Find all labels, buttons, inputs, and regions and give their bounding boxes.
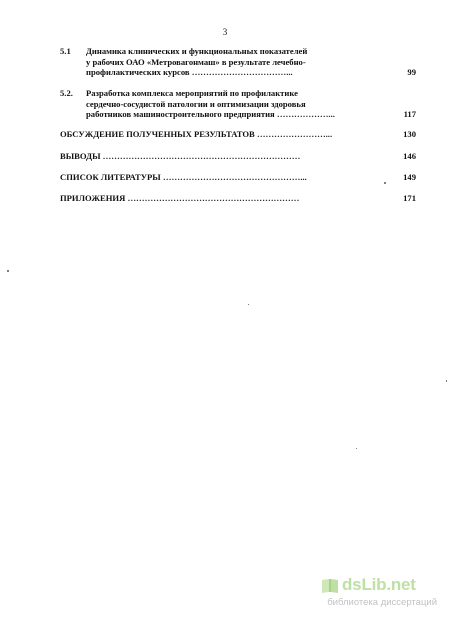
toc-entry-5-2 xyxy=(60,88,416,122)
toc-entry-title xyxy=(86,88,376,120)
scan-speck xyxy=(446,380,447,382)
toc-entry-references xyxy=(60,172,416,184)
toc-entry-page: 171 xyxy=(403,193,416,203)
toc-entry-page: 117 xyxy=(403,109,416,119)
toc-entry-title xyxy=(60,172,394,183)
toc-entry-line: работников машиностроительного предприятия ………………... xyxy=(86,109,335,119)
scan-speck xyxy=(248,304,249,305)
scan-speck xyxy=(384,182,386,184)
toc-entry-title xyxy=(60,193,394,204)
watermark xyxy=(285,567,445,617)
watermark-logo: dsLib.net xyxy=(342,575,416,594)
toc-entry-line: у рабочих ОАО «Метровагонмаш» в результате лечебно- xyxy=(86,56,306,67)
page-number: 3 xyxy=(222,27,228,37)
toc-entry-line: Динамика клинических и функциональных показателей xyxy=(86,46,308,56)
toc-entry-line: сердечно-сосудистой патологии и оптимизации здоровья xyxy=(86,98,306,109)
toc-entry-number: 5.2. xyxy=(60,88,73,98)
toc-entry-page: 99 xyxy=(407,67,416,77)
toc-entry-line: СПИСОК ЛИТЕРАТУРЫ …………………………………………... xyxy=(60,172,307,182)
watermark-subtitle: библиотека диссертаций xyxy=(327,597,437,608)
toc-entry-title xyxy=(60,129,394,140)
toc-entry-page: 149 xyxy=(403,172,416,182)
toc-entry-page: 146 xyxy=(403,151,416,161)
toc-entry-title xyxy=(86,46,376,78)
toc-entry-number: 5.1 xyxy=(60,46,71,56)
toc-entry-line: Разработка комплекса мероприятий по профилактике xyxy=(86,88,298,98)
toc-entry-line: ОБСУЖДЕНИЕ ПОЛУЧЕННЫХ РЕЗУЛЬТАТОВ ……………………... xyxy=(60,129,333,139)
toc-entry-line: профилактических курсов ……………………………... xyxy=(86,67,293,77)
toc-entry-5-1 xyxy=(60,46,416,80)
toc-entry-conclusions xyxy=(60,151,416,163)
toc-entry-line: ВЫВОДЫ …………………………………………………………… xyxy=(60,151,301,161)
toc-entry-page: 130 xyxy=(403,129,416,139)
scan-speck xyxy=(356,448,357,449)
scan-speck xyxy=(7,270,9,272)
toc-entry-line: ПРИЛОЖЕНИЯ …………………………………………………… xyxy=(60,193,300,203)
toc-entry-title xyxy=(60,151,394,162)
toc-entry-discussion xyxy=(60,129,416,141)
toc-entry-appendices xyxy=(60,193,416,205)
book-icon xyxy=(321,577,339,594)
